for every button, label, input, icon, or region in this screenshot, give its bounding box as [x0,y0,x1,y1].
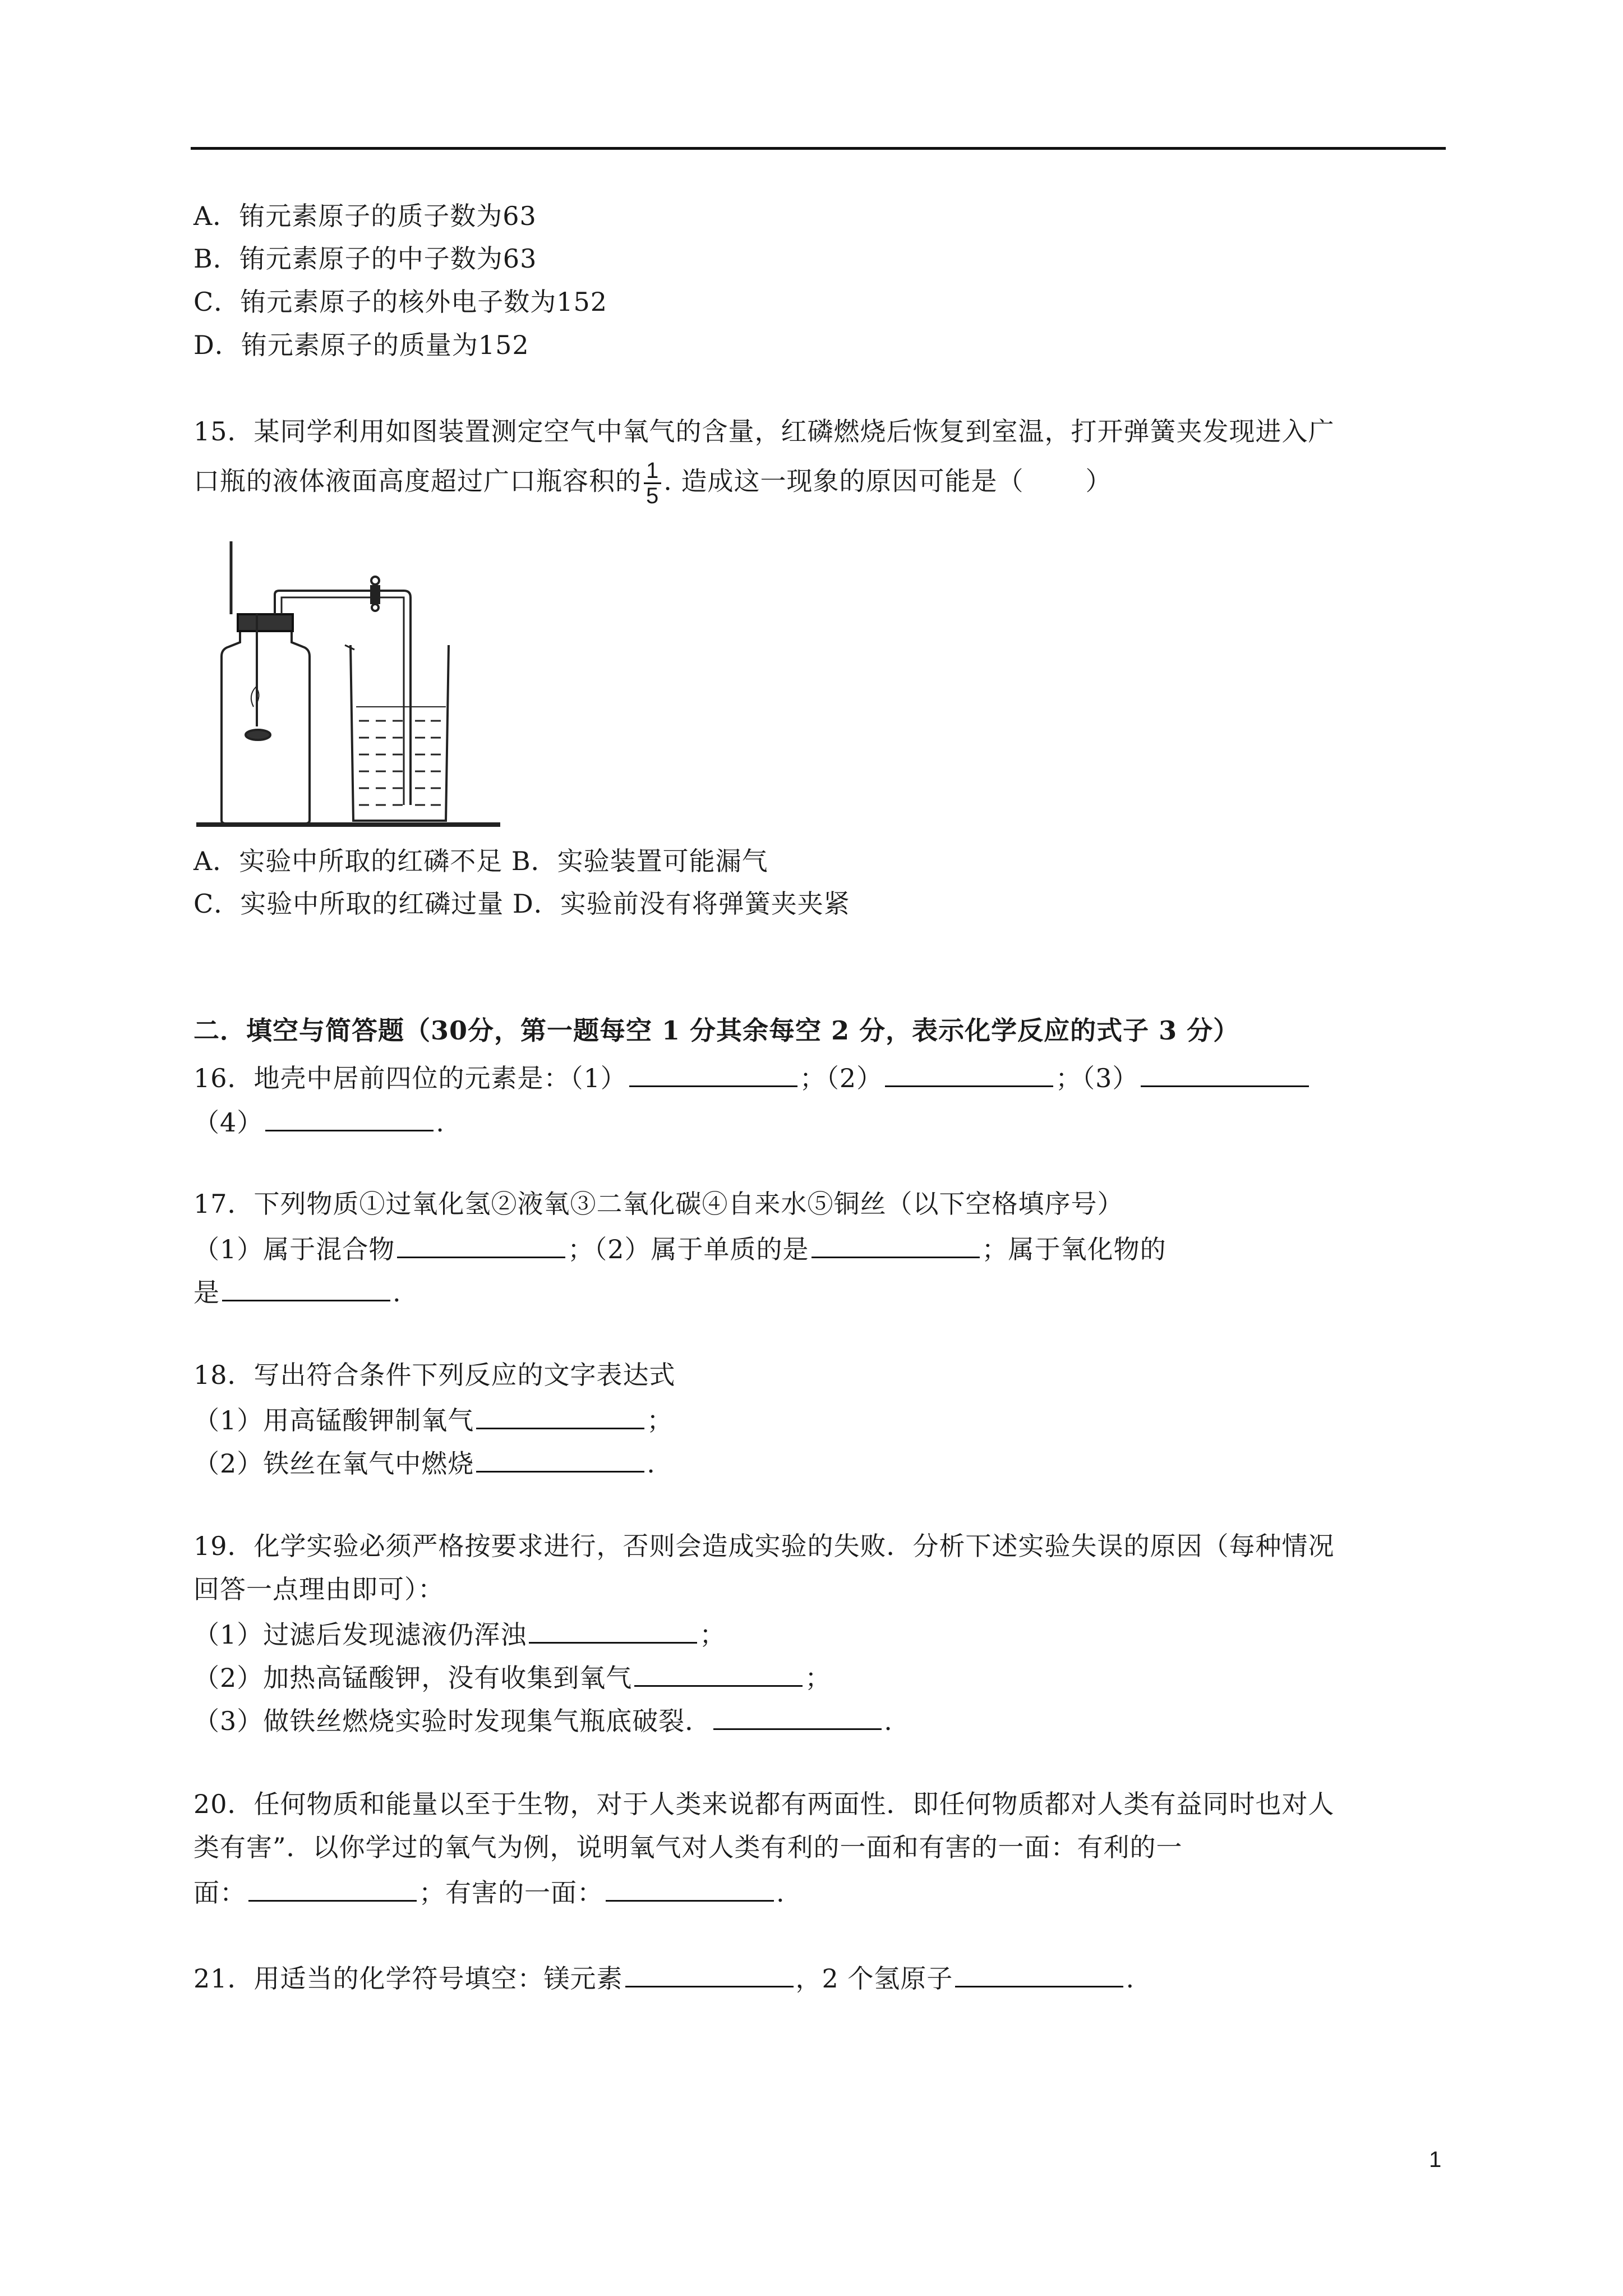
q21-period: . [1126,1963,1135,1994]
blank-19-2[interactable] [634,1663,803,1687]
q19-period: . [884,1706,893,1736]
q18-line3 [193,1448,656,1479]
q15-stem-text: 口瓶的液体液面高度超过广口瓶容积的 [193,466,642,496]
blank-17-1[interactable] [397,1234,565,1258]
blank-18-1[interactable] [476,1405,644,1429]
blank-17-3[interactable] [222,1277,390,1301]
fraction-numerator: 1 [644,459,661,484]
q18-line2 [193,1405,673,1433]
q19-line3 [193,1619,726,1648]
q15-question-text: . 造成这一现象的原因可能是（ [663,466,1024,496]
q17-text-2: ；（2）属于单质的是 [568,1234,809,1264]
stopper [238,614,293,631]
beaker [351,645,449,821]
blank-18-2[interactable] [476,1448,644,1473]
q19-line1: 19．化学实验必须严格按要求进行，否则会造成实验的失败．分析下述实验失误的原因（每种情况 [193,1531,1335,1561]
section-heading: 二．填空与简答题（30分，第一题每空 1 分其余每空 2 分，表示化学反应的式子 3 分） [193,1015,1240,1046]
q17-text-1: （1）属于混合物 [193,1234,395,1264]
blank-16-1[interactable] [629,1063,797,1087]
q20-period: . [776,1878,785,1908]
glass-tube [275,591,411,805]
q18-line1: 18．写出符合条件下列反应的文字表达式 [193,1360,676,1390]
q14-option-d: D．铕元素原子的质量为152 [193,330,529,360]
q19-line5 [193,1706,893,1734]
q14-option-a: A．铕元素原子的质子数为63 [193,201,537,231]
q16-text-4: （4） [193,1107,264,1138]
q17-text-4: 是 [193,1277,220,1308]
q15-options-line2: C．实验中所取的红磷过量 D．实验前没有将弹簧夹夹紧 [193,889,850,919]
blank-21-1[interactable] [625,1963,794,1987]
spring-clamp [371,586,379,603]
q16-period: . [436,1107,445,1138]
q14-option-b: B．铕元素原子的中子数为63 [193,243,537,274]
q21-text-1: 21．用适当的化学符号填空：镁元素 [193,1963,623,1994]
q19-semicolon-2: ； [805,1663,832,1693]
q19-line2: 回答一点理由即可）： [193,1574,444,1604]
q16-text-3: ；（3） [1055,1063,1139,1093]
q17-line2 [193,1234,1166,1262]
q15-stem-line1: 15．某同学利用如图装置测定空气中氧气的含量，红磷燃烧后恢复到室温，打开弹簧夹发现进入广 [193,416,1335,447]
jar [222,630,310,823]
q19-text-1: （1）过滤后发现滤液仍浑浊 [193,1619,527,1650]
blank-16-2[interactable] [885,1063,1053,1087]
q21-text-2: ，2 个氢原子 [795,1963,953,1994]
q20-line2: 类有害”．以你学过的氧气为例，说明氧气对人类有利的一面和有害的一面：有利的一 [193,1832,1183,1862]
q18-text-2: （2）铁丝在氧气中燃烧 [193,1448,474,1479]
q17-line1: 17．下列物质①过氧化氢②液氧③二氧化碳④自来水⑤铜丝（以下空格填序号） [193,1189,1124,1219]
q14-option-c: C．铕元素原子的核外电子数为152 [193,287,607,317]
header-rule [191,147,1446,150]
q18-semicolon: ； [647,1405,674,1435]
blank-17-2[interactable] [811,1234,980,1258]
q19-semicolon-1: ； [699,1619,726,1650]
q17-period: . [393,1277,402,1308]
q16-text-1: 16．地壳中居前四位的元素是：（1） [193,1063,627,1093]
q20-line1: 20．任何物质和能量以至于生物，对于人类来说都有两面性．即任何物质都对人类有益同时也对人 [193,1789,1335,1819]
blank-16-3[interactable] [1141,1063,1309,1087]
q17-text-3: ；属于氧化物的 [981,1234,1166,1264]
blank-20-1[interactable] [248,1878,417,1902]
fraction-denominator: 5 [646,484,660,508]
blank-21-2[interactable] [955,1963,1123,1987]
apparatus-figure [191,541,505,833]
q18-period: . [647,1448,656,1479]
q17-line3 [193,1277,402,1308]
q15-options-line1: A．实验中所取的红磷不足 B．实验装置可能漏气 [193,846,768,876]
q19-line4 [193,1663,831,1691]
q21-line1 [193,1963,1135,1994]
blank-19-3[interactable] [713,1706,882,1730]
q16-text-2: ；（2） [799,1063,883,1093]
page-number: 1 [1429,2147,1442,2172]
water [356,707,446,805]
q16-line1 [193,1063,1311,1091]
q18-text-1: （1）用高锰酸钾制氧气 [193,1405,474,1435]
q20-text-2: ；有害的一面： [419,1878,603,1908]
q16-line2 [193,1107,445,1138]
q19-text-3: （3）做铁丝燃烧实验时发现集气瓶底破裂． [193,1706,712,1736]
q19-text-2: （2）加热高锰酸钾，没有收集到氧气 [193,1663,633,1693]
one-fifth-fraction [644,459,661,508]
close-paren: ） [1085,466,1112,496]
q20-text-1: 面： [193,1878,246,1908]
blank-20-2[interactable] [606,1878,774,1902]
q15-stem-line2 [193,459,1112,508]
combustion-spoon [246,730,270,740]
q20-line3 [193,1878,785,1906]
blank-16-4[interactable] [265,1107,434,1131]
blank-19-1[interactable] [529,1619,697,1644]
